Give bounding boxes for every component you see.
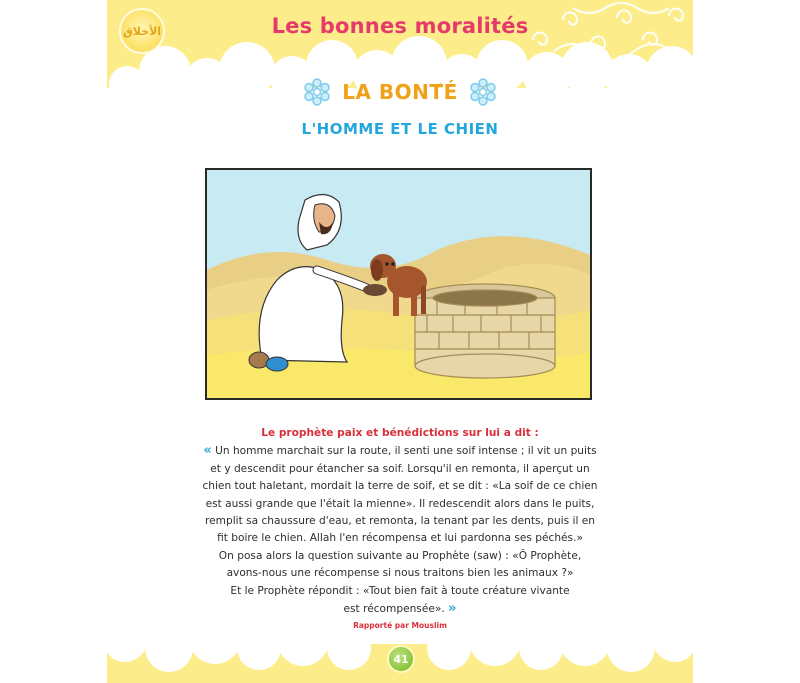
opening-quote-mark: « <box>203 443 212 459</box>
section-title: LA BONTÉ <box>342 80 458 104</box>
story-line: Et le Prophète répondit : «Tout bien fait à toute créature vivante <box>230 584 570 597</box>
story-title: L'HOMME ET LE CHIEN <box>301 120 499 138</box>
page-number: 41 <box>393 652 409 666</box>
story-line: avons-nous une récompense si nous traitons bien les animaux ?» <box>226 567 574 580</box>
snowflake-icon <box>302 77 332 107</box>
story-line-text: Un homme marchait sur la route, il senti une soif intense ; il vit un puits <box>215 445 597 458</box>
story-line <box>165 442 635 460</box>
story-intro: Le prophète paix et bénédictions sur lui a dit : <box>261 427 539 439</box>
snowflake-icon <box>468 77 498 107</box>
story-line: remplit sa chaussure d'eau, et remonta, la tenant par les dents, puis il en <box>205 515 595 528</box>
story-line: est aussi grande que l'était la mienne». Il redescendit alors dans le puits, <box>205 497 595 510</box>
man-giving-water-to-dog-illustration <box>205 168 592 400</box>
closing-quote-mark: » <box>448 601 457 617</box>
story-line: chien tout haletant, mordait la terre de soif, et se dit : «La soif de ce chien <box>202 480 598 493</box>
story-line: fit boire le chien. Allah l'en récompensa et lui pardonna ses péchés.» <box>217 532 583 545</box>
book-page <box>107 0 693 683</box>
story-line: On posa alors la question suivante au Prophète (saw) : «Ô Prophète, <box>218 549 582 562</box>
story-line: et y descendit pour étancher sa soif. Lorsqu'il en remonta, il aperçut un <box>210 462 590 475</box>
story-source: Rapporté par Mouslim <box>353 621 447 631</box>
story-line <box>165 600 635 618</box>
story-line-text: est récompensée». <box>343 603 445 616</box>
section-heading <box>107 74 693 110</box>
page-number-badge <box>387 645 415 673</box>
book-title: Les bonnes moralités <box>271 14 529 38</box>
story-text <box>165 425 635 632</box>
book-logo-text: الأخلاق <box>122 24 162 38</box>
